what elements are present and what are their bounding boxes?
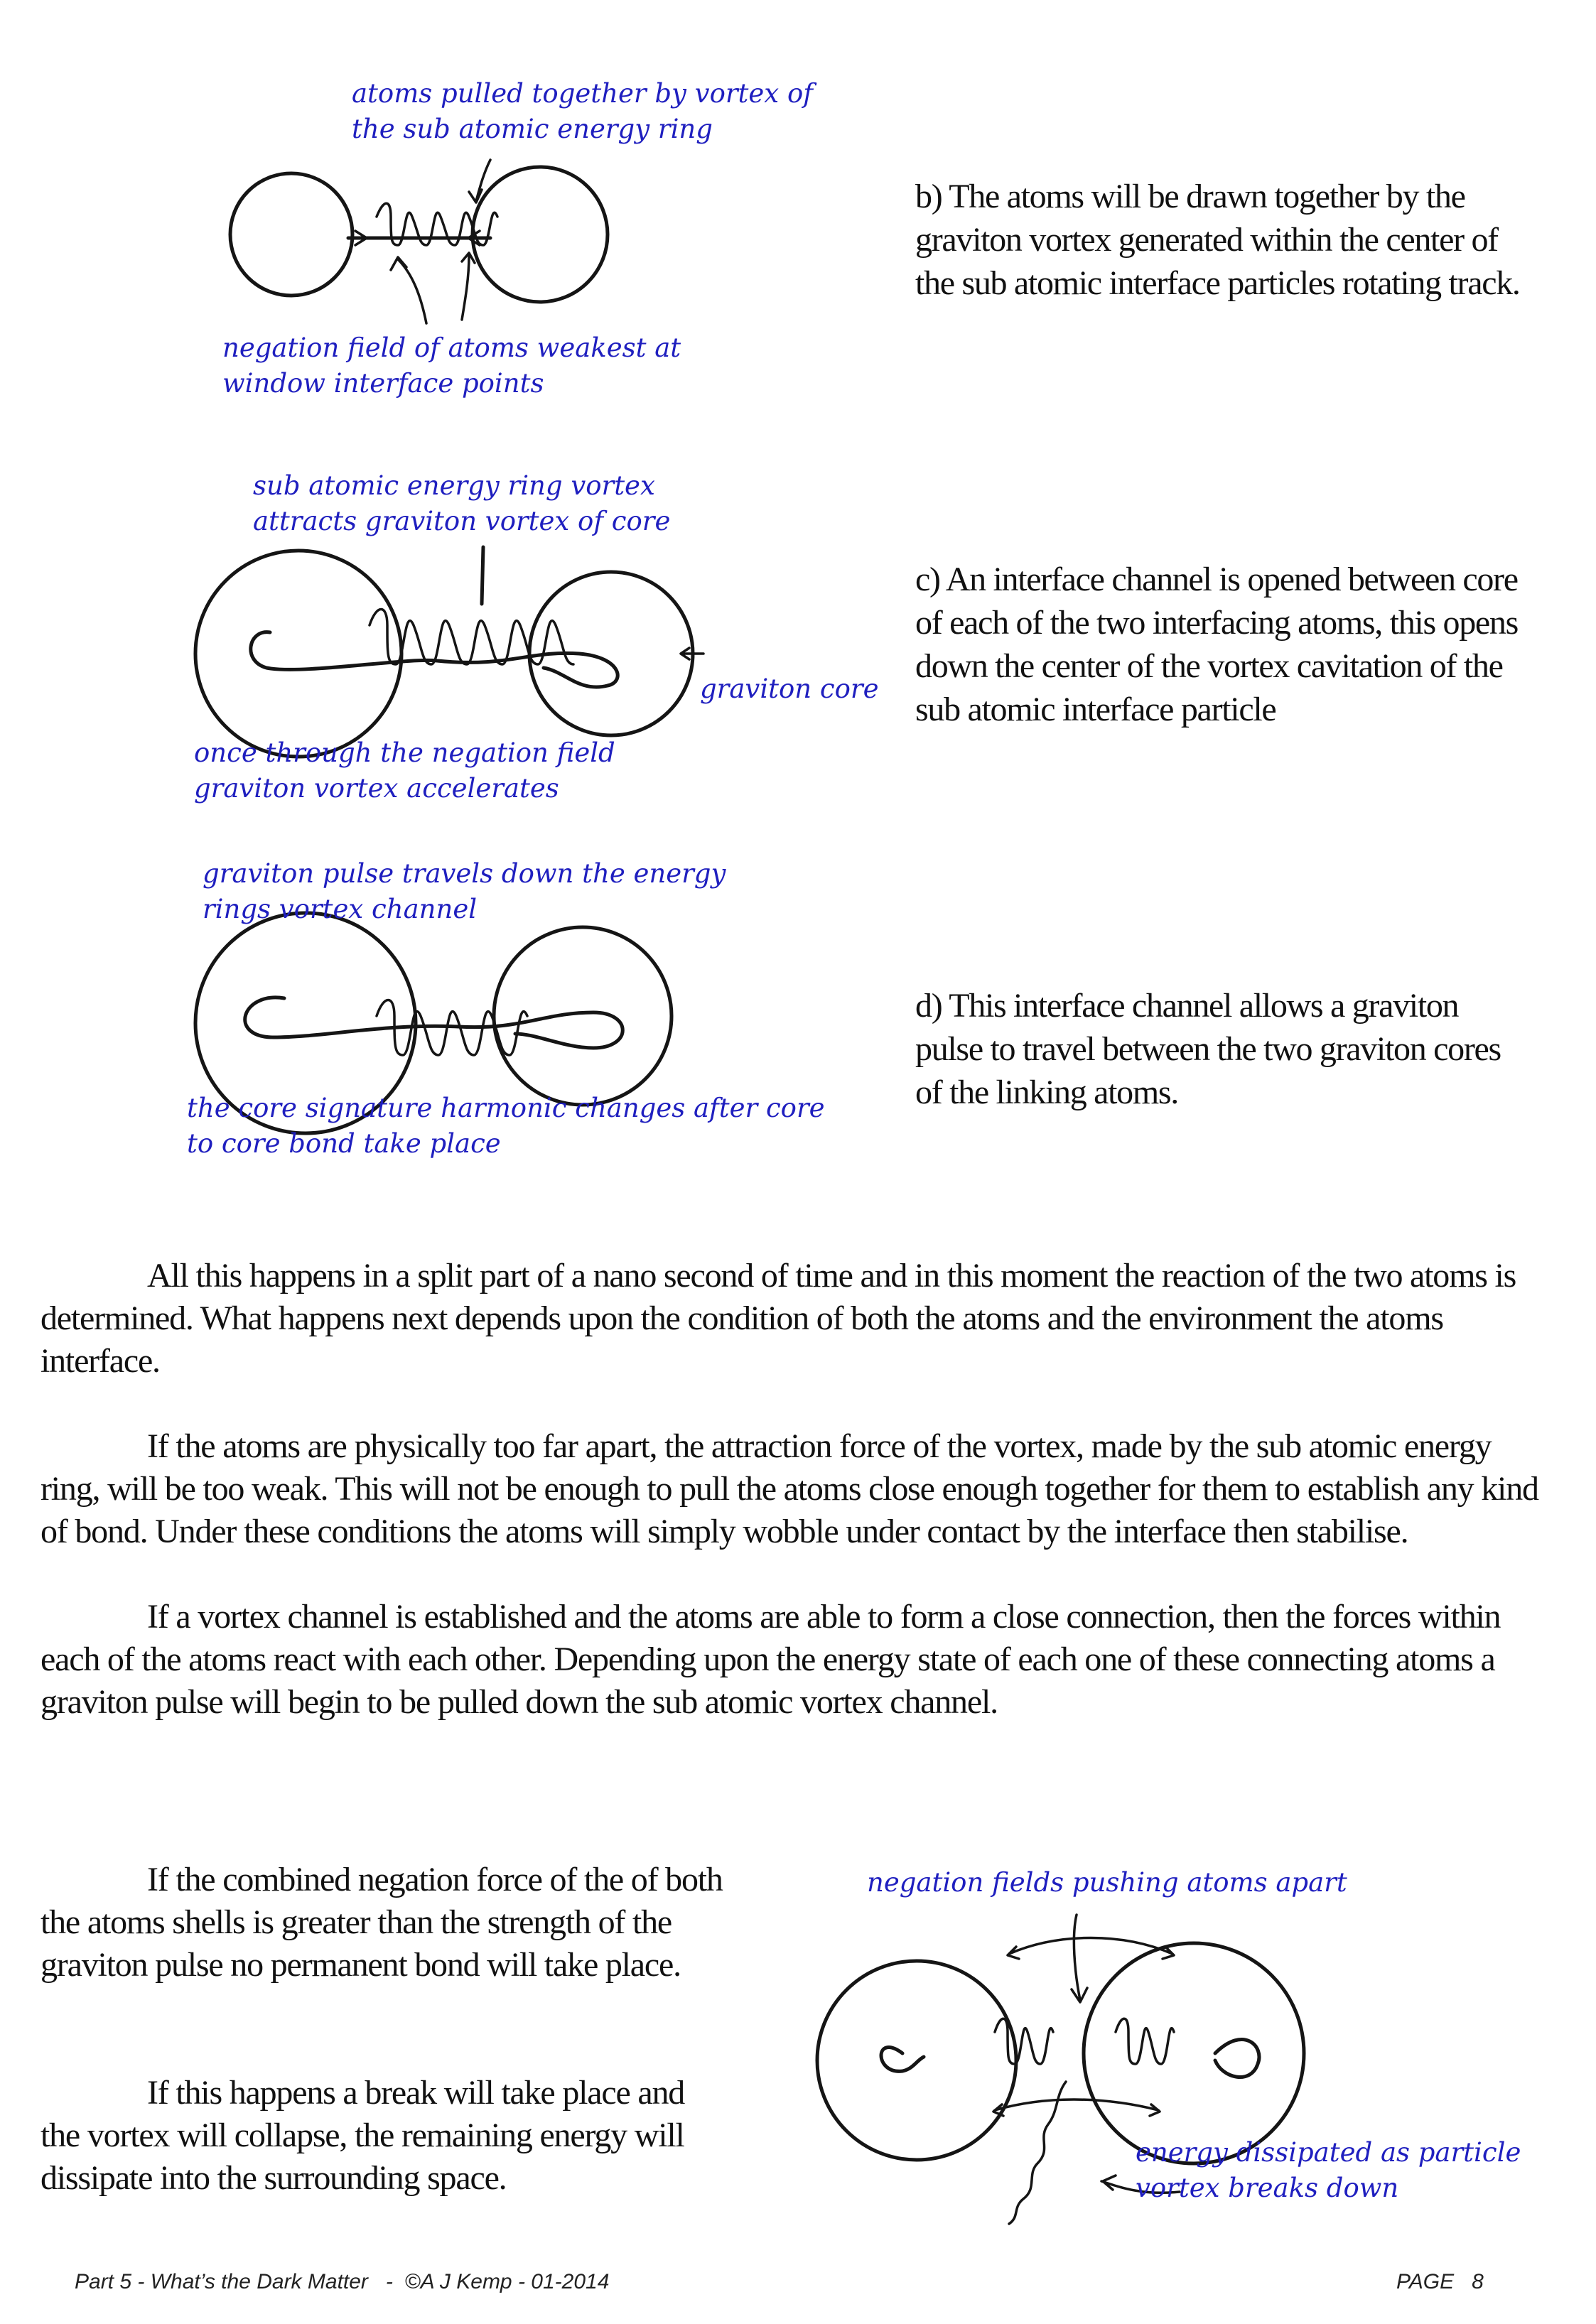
figure-d <box>0 845 853 1201</box>
footer-left: Part 5 - What’s the Dark Matter - ©A J Kemp - 01-2014 <box>75 2270 610 2293</box>
figure-c <box>0 426 881 824</box>
figure-d-label-top: graviton pulse travels down the energy rings vortex channel <box>203 858 726 924</box>
figure-c-label-right: graviton core <box>700 674 879 704</box>
figure-d-label-bottom: the core signature harmonic changes after core to core bond take place <box>187 1093 825 1159</box>
figure-c-label-bottom: once through the negation field graviton vortex accelerates <box>194 737 615 804</box>
figure-b-label-bottom: negation field of atoms weakest at window interface points <box>222 333 681 399</box>
figure-e-label-bottom: energy dissipated as particle vortex breaks down <box>1136 2137 1521 2203</box>
paragraph-3: If a vortex channel is established and the atoms are able to form a close connection, then the forces within each of the atoms react with each other. Depending upon the energy state of each one of these connecting atoms a graviton pulse will begin to be pulled down the sub atomic vortex channel. <box>41 1598 1501 1721</box>
figure-e-label-top: negation fields pushing atoms apart <box>867 1867 1347 1898</box>
figure-b <box>0 0 853 426</box>
paragraph-5: If this happens a break will take place and the vortex will collapse, the remaining energy will dissipate into the surrounding space. <box>41 2074 685 2197</box>
figure-c-caption: c) An interface channel is opened between core of each of the two interfacing atoms, this opens down the center of the vortex cavitation of the sub atomic interface particle <box>915 561 1519 728</box>
paragraph-2: If the atoms are physically too far apart, the attraction force of the vortex, made by the sub atomic energy ring, will be too weak. This will not be enough to pull the atoms close enough together for them to establish any kind of bond. Under these conditions the atoms will simply wobble under contact by the interface then stabilise. <box>41 1427 1538 1550</box>
footer-page-number: PAGE 8 <box>1396 2270 1484 2293</box>
figure-e <box>782 1847 1596 2231</box>
figure-c-label-top: sub atomic energy ring vortex attracts graviton vortex of core <box>253 470 671 536</box>
figure-b-label-top: atoms pulled together by vortex of the sub atomic energy ring <box>352 78 813 144</box>
paragraph-4: If the combined negation force of the of both the atoms shells is greater than the strength of the graviton pulse no permanent bond will take place. <box>41 1861 723 1984</box>
paragraph-1: All this happens in a split part of a nano second of time and in this moment the reaction of the two atoms is determined. What happens next depends upon the condition of both the atoms and the environment the atoms interface. <box>41 1257 1516 1380</box>
figure-b-caption: b) The atoms will be drawn together by the graviton vortex generated within the center of the sub atomic interface particles rotating track. <box>915 178 1520 302</box>
figure-d-caption: d) This interface channel allows a graviton pulse to travel between the two graviton cores of the linking atoms. <box>915 987 1501 1111</box>
